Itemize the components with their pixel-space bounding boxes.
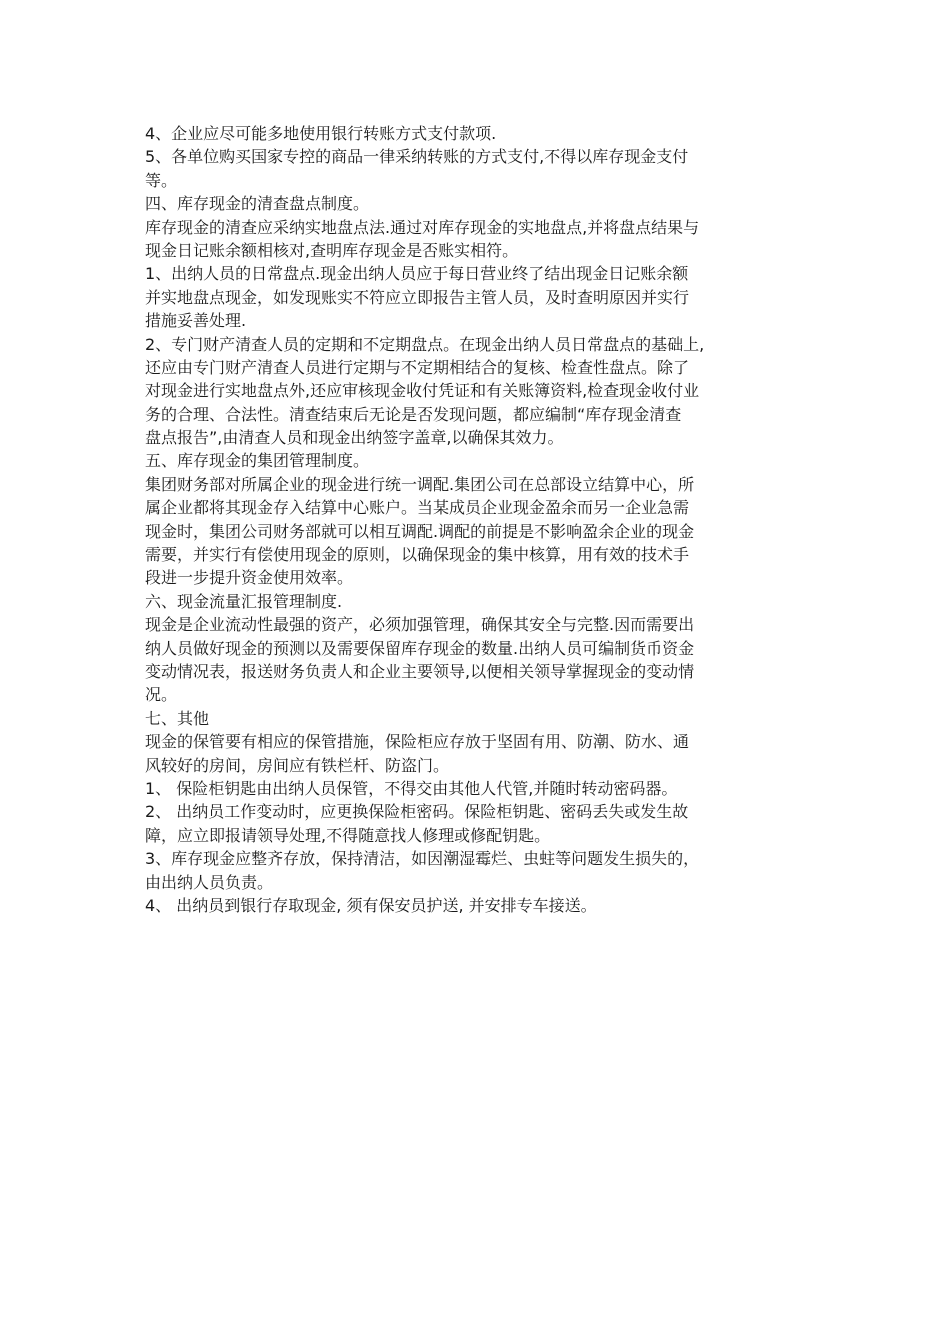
text-line: 段进一步提升资金使用效率。 bbox=[145, 568, 354, 588]
section-heading: 六、现金流量汇报管理制度. bbox=[145, 591, 343, 611]
text-line: 1、出纳人员的日常盘点.现金出纳人员应于每日营业终了结出现金日记账余额 bbox=[145, 264, 689, 284]
text-line: 纳人员做好现金的预测以及需要保留库存现金的数量.出纳人员可编制货币资金 bbox=[145, 638, 695, 658]
text-line: 4、 出纳员到银行存取现金, 须有保安员护送, 并安排专车接送。 bbox=[145, 895, 597, 915]
text-line: 变动情况表，报送财务负责人和企业主要领导,以便相关领导掌握现金的变动情 bbox=[145, 661, 695, 681]
text-line: 务的合理、合法性。清查结束后无论是否发现问题，都应编制“库存现金清查 bbox=[145, 404, 682, 424]
text-line: 况。 bbox=[145, 685, 178, 705]
text-line: 1、 保险柜钥匙由出纳人员保管，不得交由其他人代管,并随时转动密码器。 bbox=[145, 778, 678, 798]
text-line: 还应由专门财产清查人员进行定期与不定期相结合的复核、检查性盘点。除了 bbox=[145, 357, 690, 377]
text-line: 盘点报告”,由清查人员和现金出纳签字盖章,以确保其效力。 bbox=[145, 428, 564, 448]
text-line: 风较好的房间，房间应有铁栏杆、防盗门。 bbox=[145, 755, 450, 775]
section-heading: 七、其他 bbox=[145, 708, 210, 728]
text-line: 障，应立即报请领导处理,不得随意找人修理或修配钥匙。 bbox=[145, 825, 551, 845]
section-heading: 四、库存现金的清查盘点制度。 bbox=[145, 194, 370, 214]
text-line: 属企业都将其现金存入结算中心账户。当某成员企业现金盈余而另一企业急需 bbox=[145, 498, 690, 518]
text-line: 并实地盘点现金，如发现账实不符应立即报告主管人员，及时查明原因并实行 bbox=[145, 287, 690, 307]
text-line: 现金的保管要有相应的保管措施，保险柜应存放于坚固有用、防潮、防水、通 bbox=[145, 732, 690, 752]
text-line: 对现金进行实地盘点外,还应审核现金收付凭证和有关账簿资料,检查现金收付业 bbox=[145, 381, 700, 401]
document-body bbox=[145, 122, 815, 917]
text-line: 2、 出纳员工作变动时，应更换保险柜密码。保险柜钥匙、密码丢失或发生故 bbox=[145, 802, 689, 822]
text-line: 现金是企业流动性最强的资产，必须加强管理，确保其安全与完整.因而需要出 bbox=[145, 615, 695, 635]
text-line: 3、库存现金应整齐存放，保持清洁，如因潮湿霉烂、虫蛀等问题发生损失的， bbox=[145, 849, 700, 869]
text-line: 现金日记账余额相核对,查明库存现金是否账实相符。 bbox=[145, 240, 519, 260]
text-line: 集团财务部对所属企业的现金进行统一调配.集团公司在总部设立结算中心，所 bbox=[145, 474, 695, 494]
text-line: 2、专门财产清查人员的定期和不定期盘点。在现金出纳人员日常盘点的基础上, bbox=[145, 334, 705, 354]
text-line: 4、企业应尽可能多地使用银行转账方式支付款项. bbox=[145, 124, 497, 143]
text-line: 措施妥善处理. bbox=[145, 311, 247, 331]
text-line: 库存现金的清查应采纳实地盘点法.通过对库存现金的实地盘点,并将盘点结果与 bbox=[145, 217, 700, 237]
text-line: 5、各单位购买国家专控的商品一律采纳转账的方式支付,不得以库存现金支付 bbox=[145, 147, 689, 167]
text-line: 等。 bbox=[145, 170, 178, 190]
text-line: 需要，并实行有偿使用现金的原则，以确保现金的集中核算，用有效的技术手 bbox=[145, 545, 690, 565]
text-line: 现金时，集团公司财务部就可以相互调配.调配的前提是不影响盈余企业的现金 bbox=[145, 521, 695, 541]
section-heading: 五、库存现金的集团管理制度。 bbox=[145, 451, 370, 471]
text-line: 由出纳人员负责。 bbox=[145, 872, 274, 892]
